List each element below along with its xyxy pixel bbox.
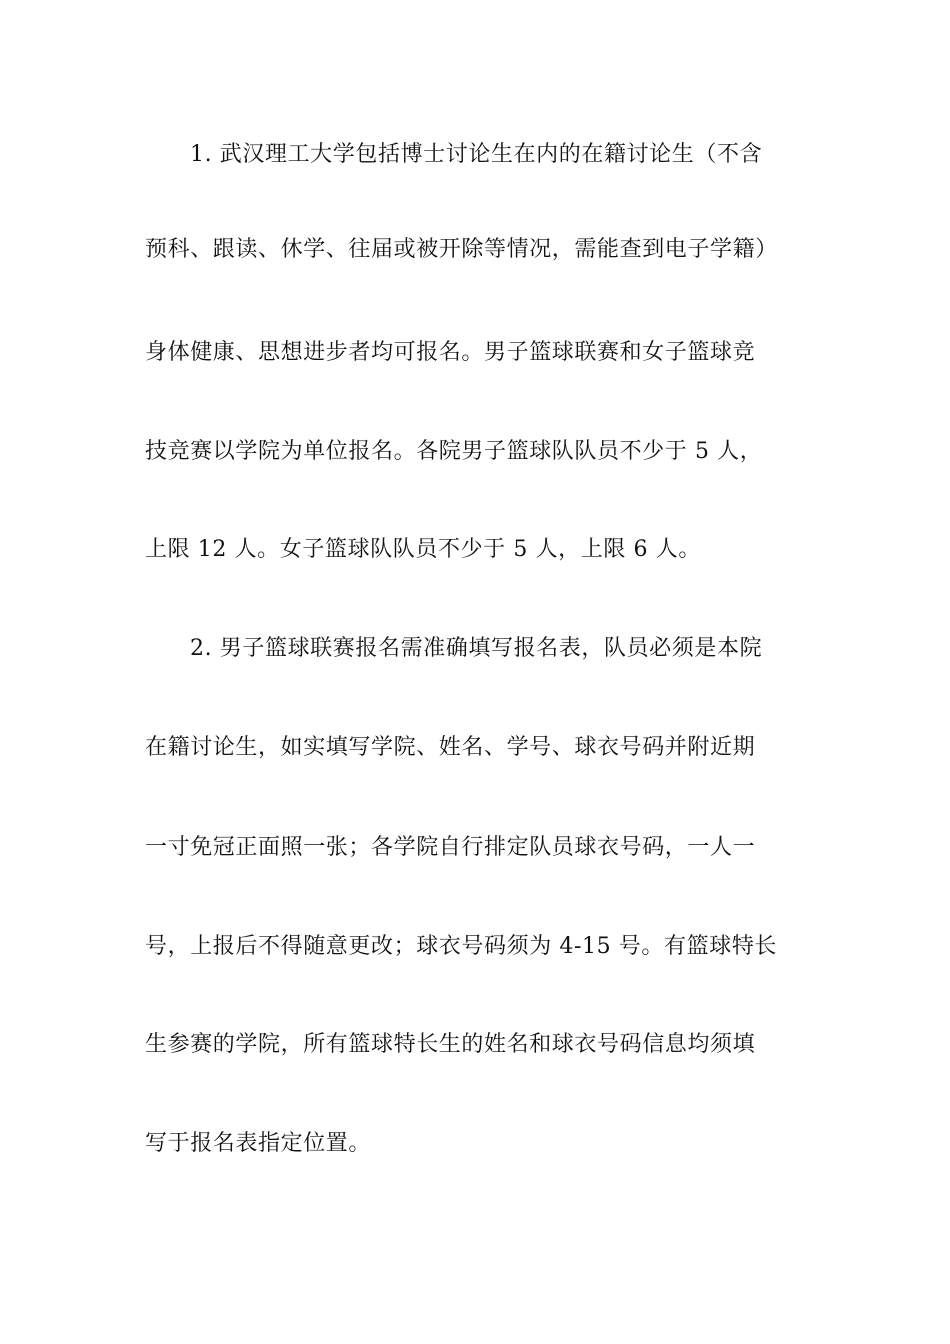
paragraph-1-line-1: 1. 武汉理工大学包括博士讨论生在内的在籍讨论生（不含 [190, 142, 763, 167]
paragraph-1-line-3: 身体健康、思想进步者均可报名。男子篮球联赛和女子篮球竞 [145, 340, 756, 365]
paragraph-1-line-2: 预科、跟读、休学、往届或被开除等情况，需能查到电子学籍） [145, 237, 778, 262]
paragraph-2-line-2: 在籍讨论生，如实填写学院、姓名、学号、球衣号码并附近期 [145, 735, 756, 760]
paragraph-2-line-4: 号，上报后不得随意更改；球衣号码须为 4-15 号。有篮球特长 [145, 934, 778, 959]
paragraph-2-line-6: 写于报名表指定位置。 [145, 1131, 372, 1156]
paragraph-2-line-3: 一寸免冠正面照一张；各学院自行排定队员球衣号码，一人一 [145, 835, 756, 860]
paragraph-1-line-4: 技竞赛以学院为单位报名。各院男子篮球队队员不少于 5 人， [145, 439, 763, 464]
paragraph-1-line-5: 上限 12 人。女子篮球队队员不少于 5 人，上限 6 人。 [145, 537, 701, 562]
paragraph-2-line-1: 2. 男子篮球联赛报名需准确填写报名表，队员必须是本院 [190, 636, 763, 661]
paragraph-2-line-5: 生参赛的学院，所有篮球特长生的姓名和球衣号码信息均须填 [145, 1032, 756, 1057]
